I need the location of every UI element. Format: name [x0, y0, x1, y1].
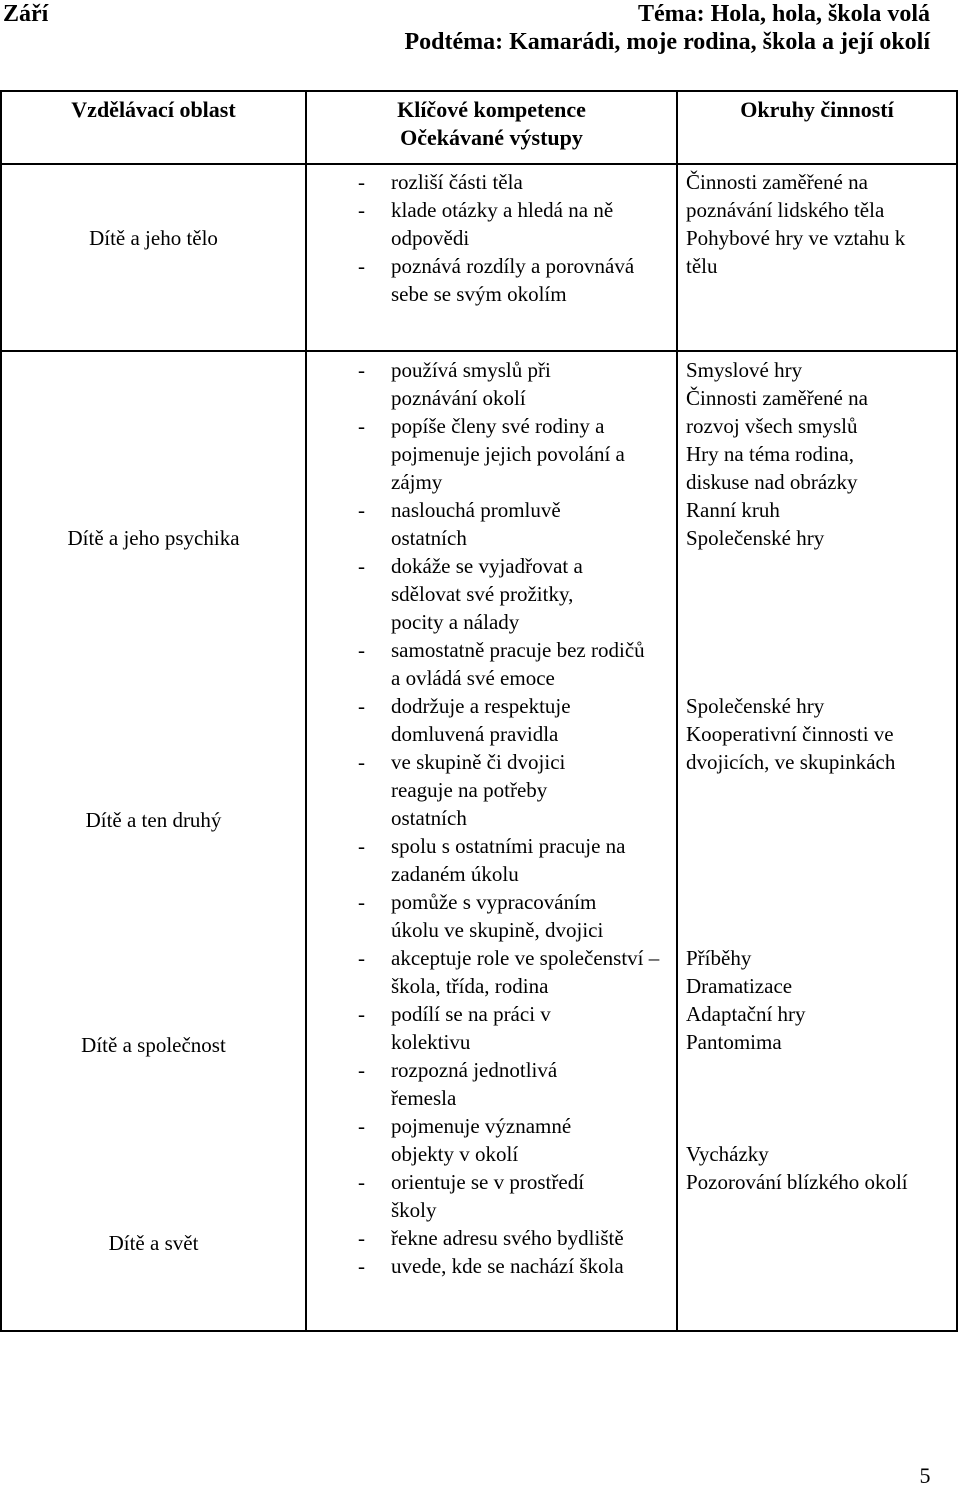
activity-line: Pozorování blízkého okolí — [686, 1170, 908, 1194]
activity-line: tělu — [686, 254, 718, 278]
list-item: - samostatně pracuje bez rodičů a ovládá své emoce — [355, 636, 656, 692]
list-item: - akceptuje role ve společenství – škola, třída, rodina — [355, 944, 661, 1000]
list-item: - pomůže s vypracováním úkolu ve skupině, dvojici — [355, 888, 645, 944]
activity-line: Činnosti zaměřené na — [686, 386, 868, 410]
list-item: - uvede, kde se nachází škola — [355, 1252, 691, 1280]
header-competences — [307, 96, 676, 152]
activity-line: Pohybové hry ve vztahu k — [686, 226, 906, 250]
list-item: - naslouchá promluvě ostatních — [355, 496, 606, 552]
table-border-right — [956, 90, 958, 1332]
spacer — [686, 804, 954, 944]
activities-others — [686, 692, 954, 776]
month-title: Září — [3, 1, 49, 27]
list-item: - podílí se na práci v kolektivu — [355, 1000, 581, 1056]
area-others: Dítě a ten druhý — [85, 808, 222, 832]
table-header-divider — [0, 163, 958, 165]
area-society: Dítě a společnost — [81, 1033, 226, 1057]
activity-line: Společenské hry — [686, 526, 825, 550]
activity-line: Smyslové hry — [686, 358, 803, 382]
list-item: - ve skupině či dvojici reaguje na potřeby ostatních — [355, 748, 603, 832]
activity-line: Činnosti zaměřené na — [686, 170, 868, 194]
area-psyche: Dítě a jeho psychika — [67, 526, 240, 550]
column-divider — [676, 90, 678, 1332]
header-competences-line2: Očekávané výstupy — [400, 125, 583, 150]
activity-line: poznávání lidského těla — [686, 198, 885, 222]
activity-line: Vycházky — [686, 1142, 769, 1166]
area-body: Dítě a jeho tělo — [89, 226, 218, 250]
table-border-bottom — [0, 1330, 958, 1332]
activity-line: diskuse nad obrázky — [686, 470, 858, 494]
activity-line: Kooperativní činnosti ve — [686, 722, 894, 746]
area-world: Dítě a svět — [108, 1231, 199, 1255]
list-item: - používá smyslů při poznávání okolí — [355, 356, 587, 412]
list-item: - řekne adresu svého bydliště — [355, 1224, 691, 1252]
outcomes-list-main — [355, 356, 675, 1280]
column-divider — [305, 90, 307, 1332]
spacer — [686, 1084, 954, 1140]
list-item: - klade otázky a hledá na ně odpovědi — [355, 196, 647, 252]
page-number: 5 — [919, 1463, 931, 1488]
activities-society — [686, 944, 954, 1056]
activity-line: rozvoj všech smyslů — [686, 414, 858, 438]
activity-line: Hry na téma rodina, — [686, 442, 854, 466]
activity-line: Příběhy — [686, 946, 752, 970]
header-activities: Okruhy činností — [740, 97, 894, 122]
list-item: - rozliší části těla — [355, 168, 675, 196]
list-item: - spolu s ostatními pracuje na zadaném úkolu — [355, 832, 641, 888]
activities-body — [686, 168, 954, 280]
activity-line: Ranní kruh — [686, 498, 780, 522]
activity-line: Pantomima — [686, 1030, 782, 1054]
list-item: - pojmenuje významné objekty v okolí — [355, 1112, 613, 1168]
activities-main — [686, 356, 954, 1196]
table-border-top — [0, 90, 958, 92]
list-item: - poznává rozdíly a porovnává sebe se svým okolím — [355, 252, 647, 308]
activity-line: Společenské hry — [686, 694, 825, 718]
list-item: - popíše členy své rodiny a pojmenuje jejich povolání a zájmy — [355, 412, 651, 496]
theme-title: Téma: Hola, hola, škola volá — [637, 1, 930, 27]
outcomes-list-body — [355, 168, 675, 308]
list-item: - rozpozná jednotlivá řemesla — [355, 1056, 601, 1112]
row-divider — [0, 350, 958, 352]
header-competences-line1: Klíčové kompetence — [397, 97, 586, 122]
list-item: - dokáže se vyjadřovat a sdělovat své prožitky, pocity a nálady — [355, 552, 626, 636]
activities-psyche — [686, 356, 954, 552]
activity-line: dvojicích, ve skupinkách — [686, 750, 896, 774]
table-border-left — [0, 90, 2, 1332]
subtheme-title: Podtéma: Kamarádi, moje rodina, škola a její okolí — [404, 29, 930, 55]
activities-world — [686, 1140, 954, 1196]
header-area: Vzdělávací oblast — [71, 97, 236, 122]
list-item: - dodržuje a respektuje domluvená pravidla — [355, 692, 603, 748]
spacer — [686, 580, 954, 692]
activity-line: Adaptační hry — [686, 1002, 806, 1026]
activity-line: Dramatizace — [686, 974, 793, 998]
list-item: - orientuje se v prostředí školy — [355, 1168, 619, 1224]
